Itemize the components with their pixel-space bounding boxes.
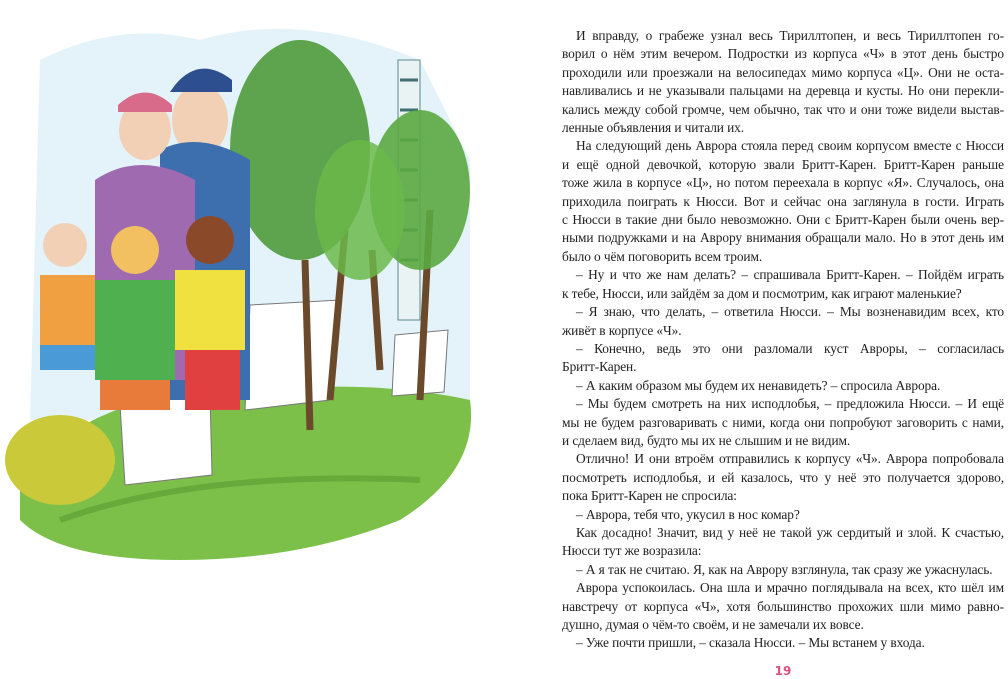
text-line: было о чём поговорить всем троим.: [562, 248, 763, 264]
text-line: ленные объявления и читали их.: [562, 120, 745, 136]
text-line: навстречу от корпуса «Ч», хотя большинство прохожих шли мимо равно-: [562, 598, 1004, 614]
text-line: – Я знаю, что делать, – ответила Нюсси. – Мы возненавидим всех, кто: [576, 304, 1004, 320]
text-line: и сделаем вид, будто мы их не слышим и не видим.: [562, 432, 851, 448]
text-line: с Нюсси в такие дни было невозможно. Они с Бритт-Карен были очень вер-: [562, 212, 1004, 228]
paragraph: [562, 303, 1004, 340]
text-line: – Мы будем смотреть на них исподлобья, – предложила Нюсси. – И ещё: [576, 396, 1004, 412]
text-line: приходила поиграть к Нюсси. Вот и сейчас она заглянула в гости. Играть: [562, 193, 1004, 209]
text-line: кались между собой громче, чем обычно, так что и они тоже видели выстав-: [562, 101, 1004, 117]
paragraph: [562, 340, 1004, 377]
text-line: душно, думая о чём-то своём, и не замечали их вовсе.: [562, 617, 864, 632]
text-line: – Ну и что же нам делать? – спрашивала Бритт-Карен. – Пойдём играть: [576, 267, 1004, 283]
text-line: тоже жила в корпусе «Ц», но потом переехала в корпус «Я». Случалось, она: [562, 175, 1004, 191]
text-line: Отлично! И они втроём отправились к корпусу «Ч». Аврора попробовала: [576, 451, 1004, 467]
text-line: мы не будем разговаривать с ними, когда они попробуют заговорить с нами,: [562, 414, 1004, 430]
paragraph: [562, 377, 1004, 395]
text-line: – А каким образом мы будем их ненавидеть? – спросила Аврора.: [576, 377, 941, 393]
paragraph: [562, 266, 1004, 303]
paragraph: [562, 561, 1004, 579]
text-line: и ещё одной девочкой, которую звали Бритт-Карен. Бритт-Карен раньше: [562, 156, 1004, 172]
paragraph: [562, 137, 1004, 266]
text-line: Бритт-Карен.: [562, 359, 637, 375]
text-line: Аврора успокоилась. Она шла и мрачно поглядывала на всех, кто шёл им: [576, 580, 1004, 596]
text-line: – А я так не считаю. Я, как на Аврору взглянула, так сразу же ужаснулась.: [576, 561, 993, 577]
text-line: живёт в корпусе «Ч».: [562, 322, 682, 338]
text-line: ворил о нём этим вечером. Подростки из корпуса «Ч» в этот день быстро: [562, 46, 1004, 62]
text-line: пока Бритт-Карен не спросила:: [562, 488, 737, 504]
text-line: к тебе, Нюсси, или зайдём за дом и посмотрим, как играют маленькие?: [562, 285, 962, 301]
paragraph: [562, 506, 1004, 524]
story-illustration: [0, 0, 500, 609]
text-line: навливались и не указывали пальцами на деревца и кусты. Но они перекли-: [562, 83, 1004, 99]
paragraph: [562, 634, 1004, 652]
text-line: ными подружками и на Аврору внимания обращали мало. Но в этот день им: [562, 230, 1004, 246]
text-line: На следующий день Аврора стояла перед своим корпусом вместе с Нюсси: [576, 138, 1004, 154]
text-line: посмотреть исподлобья, и ей казалось, что у неё это получается здорово,: [562, 469, 1004, 485]
paragraph: [562, 450, 1004, 505]
page-number: 19: [774, 663, 792, 678]
text-line: И вправду, о грабеже узнал весь Тириллтопен, и весь Тириллтопен го-: [576, 28, 1004, 43]
paragraph: [562, 27, 1004, 137]
story-text: [562, 27, 1004, 653]
text-column: [562, 27, 1004, 679]
text-line: – Уже почти пришли, – сказала Нюсси. – Мы встанем у входа.: [576, 635, 925, 651]
paragraph: [562, 524, 1004, 561]
text-line: проходили или проезжали на велосипедах мимо корпуса «Ц». Они не оста-: [562, 64, 1004, 80]
text-line: – Конечно, ведь это они разломали куст Авроры, – согласилась: [576, 340, 1004, 356]
text-line: Как досадно! Значит, вид у неё не такой уж сердитый и злой. К счастью,: [576, 524, 1004, 540]
text-line: Нюсси тут же возразила:: [562, 543, 702, 559]
paragraph: [562, 395, 1004, 450]
paragraph: [562, 579, 1004, 634]
text-line: – Аврора, тебя что, укусил в нос комар?: [576, 506, 800, 522]
